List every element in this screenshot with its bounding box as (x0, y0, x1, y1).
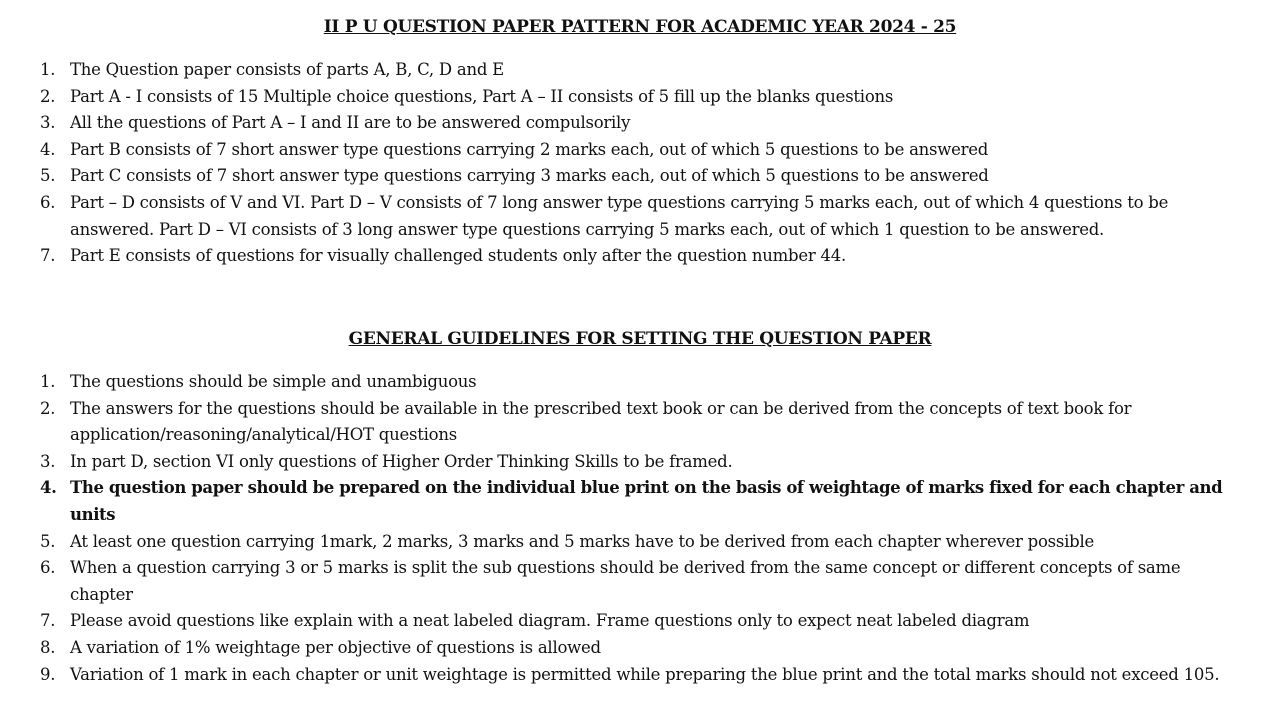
list-text: The answers for the questions should be available in the prescribed text book or can be derived from the concepts of text book for application/reasoning/analytical/HOT questions (70, 398, 1132, 445)
pattern-item-5 (0, 163, 1280, 190)
list-number: 2. (40, 398, 56, 418)
list-text: At least one question carrying 1mark, 2 marks, 3 marks and 5 marks have to be derived from each chapter wherever possible (70, 531, 1094, 551)
list-number: 6. (40, 558, 56, 578)
guideline-item-2 (0, 396, 1280, 449)
list-text: A variation of 1% weightage per objective of questions is allowed (70, 637, 601, 657)
pattern-item-4 (0, 137, 1280, 164)
pattern-item-6 (0, 190, 1280, 243)
list-number: 9. (40, 664, 56, 684)
guideline-item-3 (0, 449, 1280, 476)
guideline-item-5 (0, 529, 1280, 556)
guideline-item-7 (0, 608, 1280, 635)
guideline-item-1 (0, 369, 1280, 396)
list-number: 5. (40, 531, 56, 551)
list-number: 8. (40, 637, 56, 657)
list-text: Please avoid questions like explain with a neat labeled diagram. Frame questions only to expect neat labeled diagram (70, 611, 1030, 631)
list-text: The Question paper consists of parts A, B, C, D and E (70, 60, 504, 79)
pattern-item-1 (0, 57, 1280, 84)
pattern-title: II P U QUESTION PAPER PATTERN FOR ACADEMIC YEAR 2024 - 25 (323, 17, 957, 37)
list-text: Part E consists of questions for visually challenged students only after the question number 44. (70, 246, 847, 266)
list-text: Part B consists of 7 short answer type questions carrying 2 marks each, out of which 5 questions to be answered (70, 139, 989, 159)
list-text: All the questions of Part A – I and II are to be answered compulsorily (70, 113, 631, 133)
pattern-list (0, 57, 1280, 270)
list-text: In part D, section VI only questions of Higher Order Thinking Skills to be framed. (70, 451, 733, 471)
list-text: When a question carrying 3 or 5 marks is split the sub questions should be derived from the same concept or different concepts of same chapter (70, 558, 1181, 604)
list-text: Part – D consists of V and VI. Part D – V consists of 7 long answer type questions carrying 5 marks each, out of which 4 questions to be answered. Part D – VI consists of 3 long answer type questions carrying 5 marks each, out of which 1 question to be answered. (70, 192, 1169, 239)
list-number: 1. (40, 372, 56, 391)
guideline-item-8 (0, 635, 1280, 662)
list-number: 6. (40, 192, 56, 212)
list-number: 7. (40, 611, 56, 631)
guideline-item-6 (0, 555, 1280, 608)
list-text: Variation of 1 mark in each chapter or unit weightage is permitted while preparing the blue print and the total marks should not exceed 105. (70, 664, 1220, 684)
list-number: 7. (40, 246, 56, 266)
list-number: 5. (40, 166, 56, 186)
list-text: The questions should be simple and unambiguous (70, 372, 477, 391)
list-number: 3. (40, 451, 56, 471)
list-number: 4. (40, 478, 57, 498)
list-number: 1. (40, 60, 56, 79)
list-number: 3. (40, 113, 56, 133)
guidelines-title: GENERAL GUIDELINES FOR SETTING THE QUESTION PAPER (348, 329, 932, 349)
list-number: 2. (40, 86, 56, 106)
list-text: The question paper should be prepared on the individual blue print on the basis of weightage of marks fixed for each chapter and units (70, 478, 1223, 524)
list-number: 4. (40, 139, 56, 159)
guidelines-list (0, 369, 1280, 688)
pattern-item-3 (0, 110, 1280, 137)
list-text: Part C consists of 7 short answer type questions carrying 3 marks each, out of which 5 questions to be answered (70, 166, 989, 186)
pattern-item-7 (0, 243, 1280, 270)
guideline-item-4 (0, 475, 1280, 528)
pattern-item-2 (0, 84, 1280, 111)
guideline-item-9 (0, 662, 1280, 689)
list-text: Part A - I consists of 15 Multiple choice questions, Part A – II consists of 5 fill up the blanks questions (70, 86, 894, 106)
